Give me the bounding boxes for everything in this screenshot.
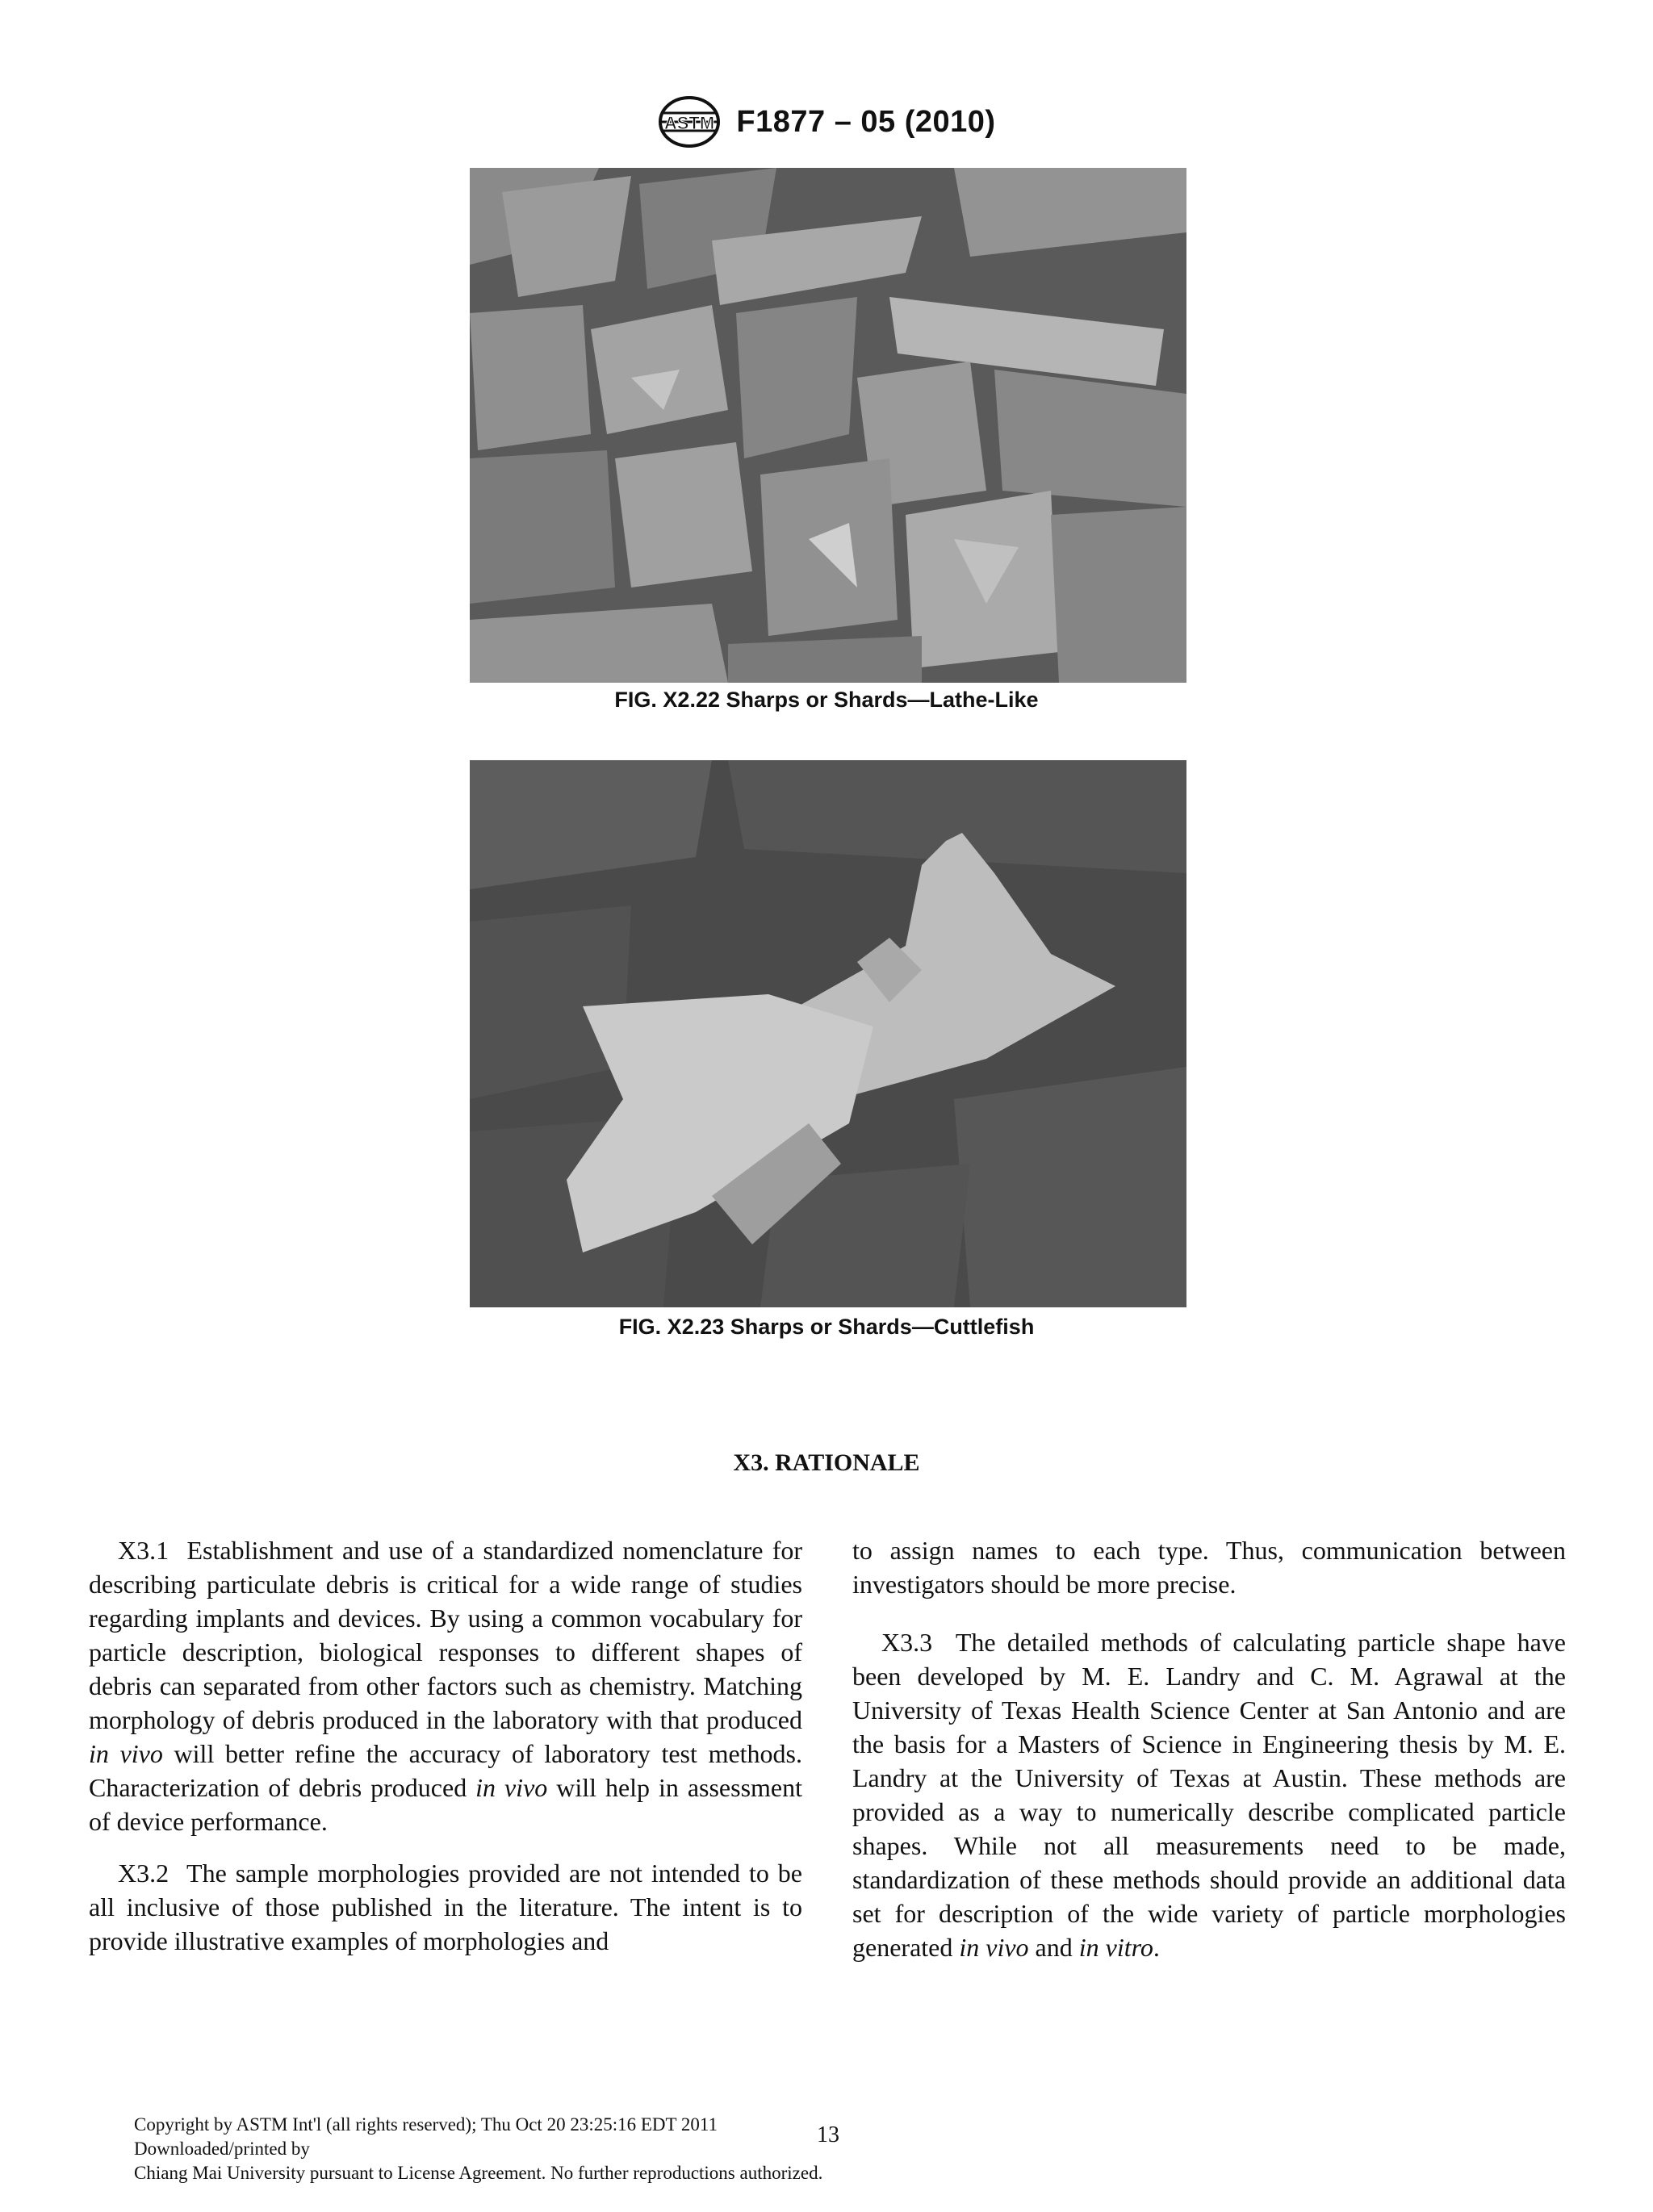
page-header (0, 95, 1653, 148)
sem-image-cuttlefish (470, 760, 1186, 1307)
figure-caption-x2-23: FIG. X2.23 Sharps or Shards—Cuttlefish (618, 1315, 1035, 1339)
section-title: X3. RATIONALE (733, 1449, 920, 1476)
page-number: 13 (817, 2122, 839, 2147)
astm-logo (657, 95, 722, 148)
paragraph-x3-1: X3.1 Establishment and use of a standardized nomenclature for describing particulate debris is critical for a wide range of studies regarding implants and devices. By using a common vocabulary for particle description, biological responses to different shapes of debris can separated from other factors such as chemistry. Matching morphology of debris produced in the laboratory with that produced in vivo will better refine the accuracy of laboratory test methods. Characterization of debris produced in vivo will help in assessment of device performance. (89, 1536, 803, 1836)
text-column-right (852, 1533, 1566, 1982)
footer-downloaded-line: Downloaded/printed by (134, 2139, 310, 2159)
paragraph-id: X3.2 (118, 1859, 169, 1888)
figure-caption-x2-22: FIG. X2.22 Sharps or Shards—Lathe-Like (614, 688, 1039, 712)
text-column-left (89, 1533, 802, 1976)
paragraph-id: X3.1 (118, 1536, 169, 1565)
paragraph-id: X3.3 (881, 1628, 933, 1657)
paragraph-x3-2-continuation: to assign names to each type. Thus, communication between investigators should be more precise. (852, 1536, 1566, 1599)
sem-image-lathe-like (470, 168, 1186, 683)
document-id: F1877 – 05 (2010) (736, 104, 996, 139)
paragraph-x3-2: X3.2 The sample morphologies provided are not intended to be all inclusive of those published in the literature. The intent is to provide illustrative examples of morphologies and (89, 1859, 802, 1955)
figure-lathe-like-shards (470, 168, 1186, 683)
paragraph-x3-3: X3.3 The detailed methods of calculating particle shape have been developed by M. E. Landry and C. M. Agrawal at the University of Texas Health Science Center at San Antonio and are the basis for a Masters of Science in Engineering thesis by M. E. Landry at the University of Texas at Austin. These methods are provided as a way to numerically describe complicated particle shapes. While not all measurements need to be made, standardization of these methods should provide an additional data set for description of the wide variety of particle morphologies generated in vivo and in vitro. (852, 1628, 1567, 1962)
svg-text:ASTM: ASTM (664, 113, 715, 133)
figure-cuttlefish-shards (470, 760, 1186, 1307)
footer-license-line: Chiang Mai University pursuant to License Agreement. No further reproductions authorized. (134, 2163, 823, 2183)
copyright-footer (134, 2113, 822, 2185)
footer-copyright-line: Copyright by ASTM Int'l (all rights reserved); Thu Oct 20 23:25:16 EDT 2011 (134, 2114, 718, 2135)
